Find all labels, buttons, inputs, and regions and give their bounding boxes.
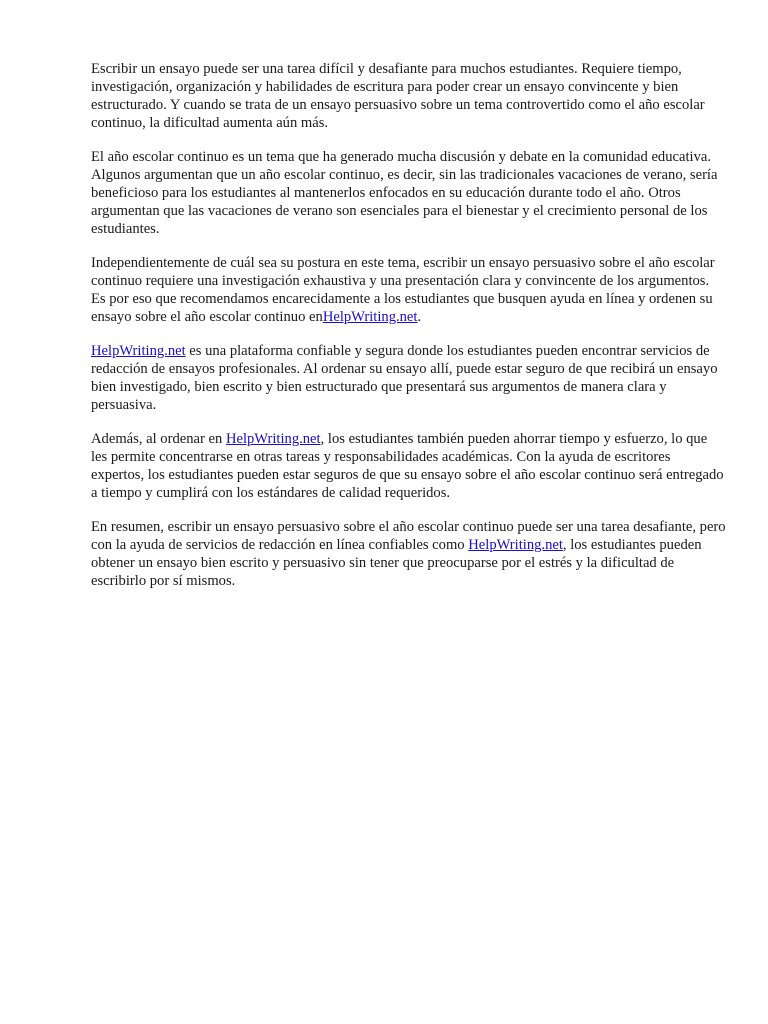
paragraph-1-text: Escribir un ensayo puede ser una tarea difícil y desafiante para muchos estudiantes. Requiere tiempo, investigación, organización y habilidades de escritura para poder crear un ensayo convincente y bien estructurado. Y cuando se trata de un ensayo persuasivo sobre un tema controvertido como el año escolar continuo, la dificultad aumenta aún más.	[91, 61, 705, 131]
paragraph-5-start: Además, al ordenar en	[91, 431, 226, 447]
paragraph-3-text: Independientemente de cuál sea su postura en este tema, escribir un ensayo persuasivo sobre el año escolar continuo requiere una investigación exhaustiva y una presentación clara y convincente de los argumentos. Es por eso que recomendamos encarecidamente a los estudiantes que busquen ayuda en línea y ordenen su ensayo sobre el año escolar continuo en	[91, 255, 715, 325]
paragraph-6-text: , los estudiantes pueden obtener un ensayo bien escrito y persuasivo sin tener que preocuparse por el estrés y la dificultad de escribirlo por sí mismos.	[91, 537, 702, 589]
helpwriting-link-1[interactable]: HelpWriting.net	[322, 309, 418, 325]
paragraph-3	[91, 254, 727, 326]
paragraph-2-text: El año escolar continuo es un tema que ha generado mucha discusión y debate en la comunidad educativa. Algunos argumentan que un año escolar continuo, es decir, sin las tradicionales vacaciones de verano, sería beneficioso para los estudiantes al mantenerlos enfocados en su educación durante todo el año. Otros argumentan que las vacaciones de verano son esenciales para el bienestar y el crecimiento personal de los estudiantes.	[91, 149, 718, 237]
paragraph-4-text: es una plataforma confiable y segura donde los estudiantes pueden encontrar servicios de redacción de ensayos profesionales. Al ordenar su ensayo allí, puede estar seguro de que recibirá un ensayo bien investigado, bien escrito y bien estructurado que presentará sus argumentos de manera clara y persuasiva.	[91, 343, 718, 413]
document-body	[91, 60, 727, 606]
helpwriting-link-4[interactable]: HelpWriting.net	[468, 537, 563, 553]
helpwriting-link-2[interactable]: HelpWriting.net	[91, 343, 186, 359]
paragraph-6-start: En resumen, escribir un ensayo persuasivo sobre el año escolar continuo puede ser una tarea desafiante, pero con la ayuda de servicios de redacción en línea confiables como	[91, 519, 726, 553]
paragraph-3-end: .	[417, 309, 422, 325]
helpwriting-link-3[interactable]: HelpWriting.net	[225, 431, 321, 447]
paragraph-1	[91, 60, 727, 132]
paragraph-2	[91, 148, 727, 238]
paragraph-6	[91, 518, 727, 590]
paragraph-5	[91, 430, 727, 502]
paragraph-5-text: , los estudiantes también pueden ahorrar tiempo y esfuerzo, lo que les permite concentrarse en otras tareas y responsabilidades académicas. Con la ayuda de escritores expertos, los estudiantes pueden estar seguros de que su ensayo sobre el año escolar continuo será entregado a tiempo y cumplirá con los estándares de calidad requeridos.	[91, 431, 724, 501]
paragraph-4	[91, 342, 727, 414]
